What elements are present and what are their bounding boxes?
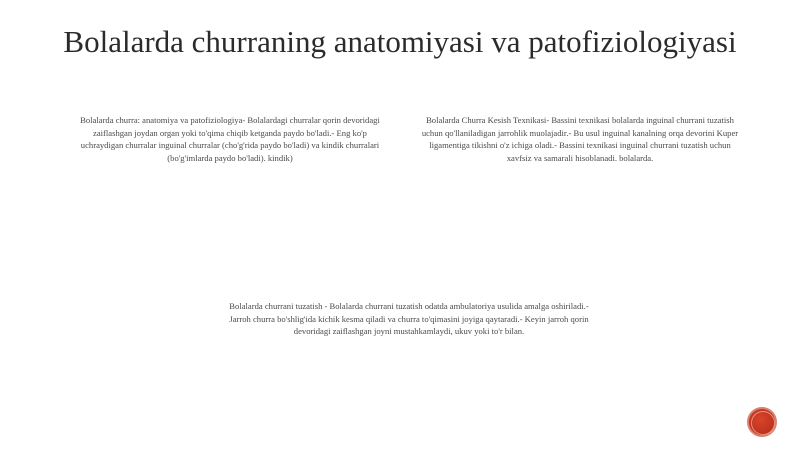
text-block-repair: Bolalarda churrani tuzatish - Bolalarda churrani tuzatish odatda ambulatoriya usulida amalga oshiriladi.- Jarroh churra bo'shlig'ida kichik kesma qiladi va churra to'qimasini joyiga qaytaradi.- Keyin jarroh qorin devoridagi zaiflashgan joyni mustahkamlaydi, ukuv yoki to'r bilan. (229, 301, 589, 336)
next-slide-circle-icon (751, 411, 775, 435)
text-block-anatomy: Bolalarda churra: anatomiya va patofiziologiya- Bolalardagi churralar qorin devoridagi zaiflashgan joydan organ yoki to'qima chiqib ketganda paydo bo'ladi.- Eng ko'p uchraydigan churralar inguinal churralar (cho'g'rida paydo bo'ladi) va kindik churralari (bo'g'imlarda paydo bo'ladi). kindik) (80, 115, 380, 163)
slide-title: Bolalarda churraning anatomiyasi va patofiziologiyasi (63, 24, 737, 59)
next-slide-button[interactable] (747, 407, 777, 437)
text-block-technique: Bolalarda Churra Kesish Texnikasi- Bassini texnikasi bolalarda inguinal churrani tuzatish uchun qo'llaniladigan jarrohlik muolajadir.- Bu usul inguinal kanalning orqa devorini Kuper ligamentiga tikishni o'z ichiga oladi.- Bassini texnikasi inguinal churrani tuzatish uchun xavfsiz va samarali hisoblanadi. bolalarda. (421, 115, 739, 163)
